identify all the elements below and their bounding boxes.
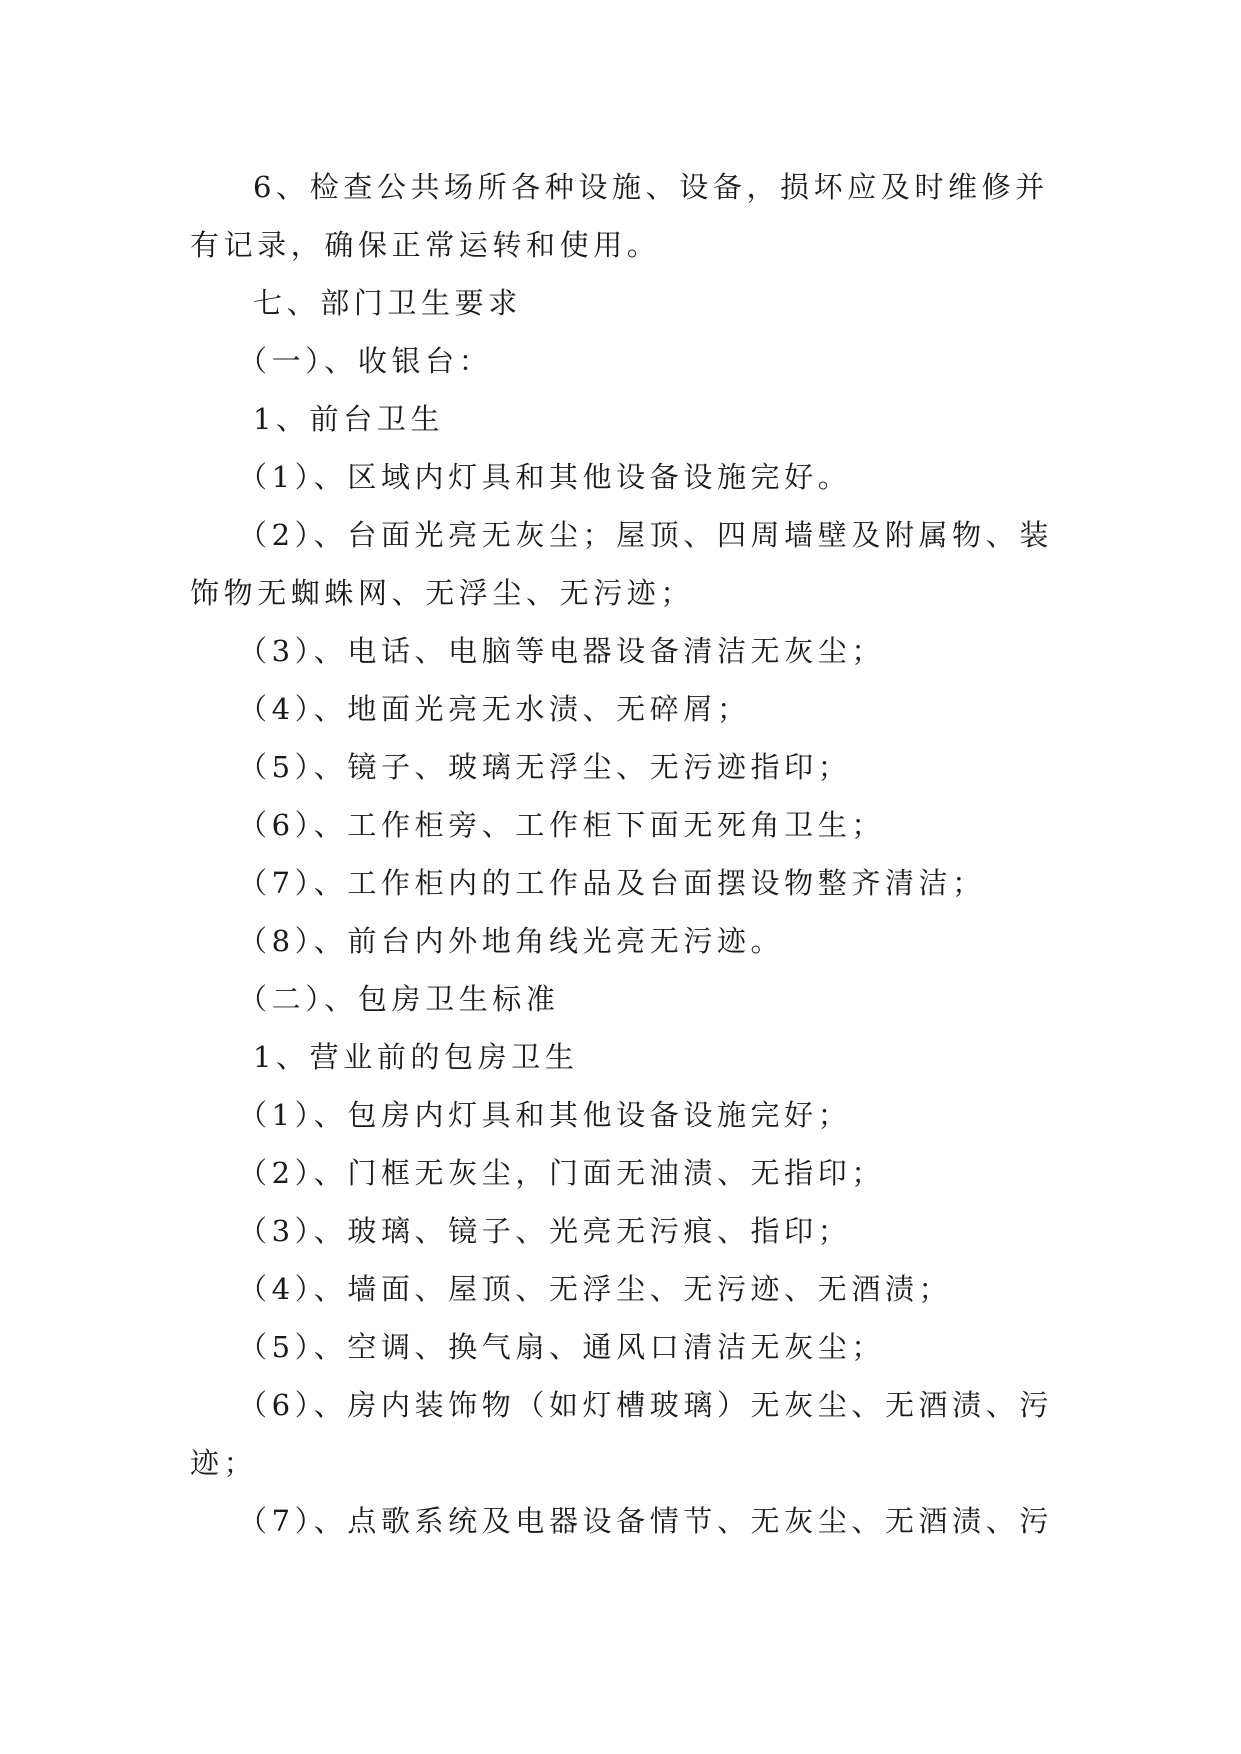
subsection-heading: （二）、包房卫生标准: [238, 982, 560, 1016]
list-item: （7）、工作柜内的工作品及台面摆设物整齐清洁；: [238, 866, 986, 900]
list-item: （2）、门框无灰尘，门面无油渍、无指印；: [238, 1156, 885, 1190]
list-item: （5）、镜子、玻璃无浮尘、无污迹指印；: [238, 750, 852, 784]
document-page: [190, 158, 1053, 1550]
list-item: （3）、电话、电脑等电器设备清洁无灰尘；: [238, 634, 885, 668]
list-item-continuation: 饰物无蜘蛛网、无浮尘、无污迹；: [190, 576, 695, 610]
list-item-continuation: 迹；: [190, 1446, 258, 1480]
document-body: [190, 158, 1053, 1550]
list-item: （3）、玻璃、镜子、光亮无污痕、指印；: [238, 1214, 852, 1248]
item-heading: 1、营业前的包房卫生: [253, 1040, 579, 1074]
section-heading: 七、部门卫生要求: [253, 286, 522, 320]
paragraph-line: 有记录，确保正常运转和使用。: [190, 228, 661, 262]
list-item: （4）、地面光亮无水渍、无碎屑；: [238, 692, 751, 726]
list-item: （8）、前台内外地角线光亮无污迹。: [238, 924, 785, 958]
list-item: （1）、包房内灯具和其他设备设施完好；: [238, 1098, 852, 1132]
list-item: （1）、区域内灯具和其他设备设施完好。: [238, 460, 852, 494]
list-item: （2）、台面光亮无灰尘；屋顶、四周墙壁及附属物、装: [238, 518, 1053, 552]
item-heading: 1、前台卫生: [253, 402, 445, 436]
list-item: （7）、点歌系统及电器设备情节、无灰尘、无酒渍、污: [238, 1504, 1053, 1538]
list-item: （6）、房内装饰物（如灯槽玻璃）无灰尘、无酒渍、污: [238, 1388, 1053, 1422]
list-item: （4）、墙面、屋顶、无浮尘、无污迹、无酒渍；: [238, 1272, 953, 1306]
list-item: （6）、工作柜旁、工作柜下面无死角卫生；: [238, 808, 885, 842]
subsection-heading: （一）、收银台：: [238, 344, 493, 378]
list-item: （5）、空调、换气扇、通风口清洁无灰尘；: [238, 1330, 885, 1364]
paragraph-line: 6、检查公共场所各种设施、设备，损坏应及时维修并: [253, 170, 1049, 204]
